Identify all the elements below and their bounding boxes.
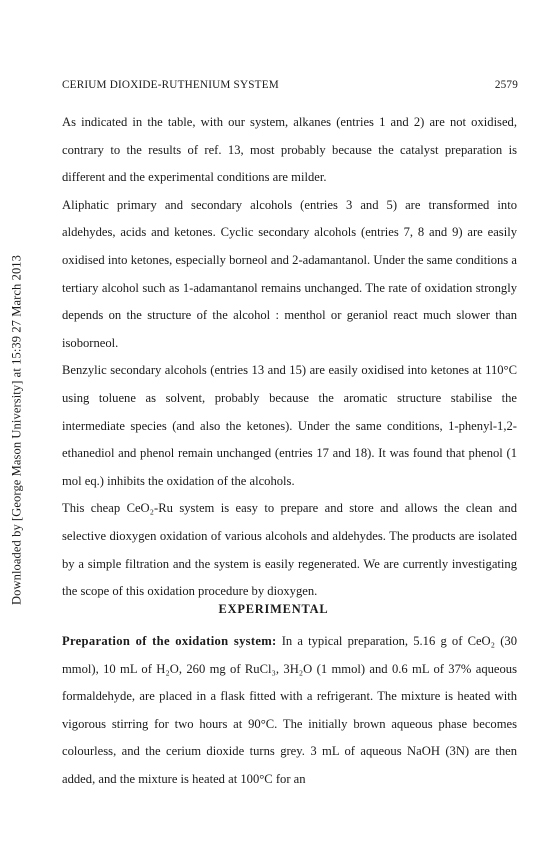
- download-watermark-text: Downloaded by [George Mason University] at 15:39 27 March 2013: [9, 255, 24, 605]
- paragraph-alkanes: As indicated in the table, with our system, alkanes (entries 1 and 2) are not oxidised, contrary to the results of ref. 13, most probably because the catalyst preparation is different and the experimental conditions are milder.: [62, 115, 517, 185]
- download-watermark: [8, 230, 26, 630]
- experimental-run-in-heading: Preparation of the oxidation system:: [62, 634, 277, 648]
- section-heading-experimental: EXPERIMENTAL: [218, 602, 329, 616]
- paragraph-aliphatic-alcohols: Aliphatic primary and secondary alcohols (entries 3 and 5) are transformed into aldehydes, acids and ketones. Cyclic secondary alcohols (entries 7, 8 and 9) are easily oxidised into ketones, especially borneol and 2-adamantanol. Under the same conditions a tertiary alcohol such as 1-adamantanol remains unchanged. The rate of oxidation strongly depends on the structure of the alcohol : menthol or geraniol react much slower than isoborneol.: [62, 197, 517, 350]
- experimental-body: In a typical preparation, 5.16 g of CeO₂ (30 mmol), 10 mL of H₂O, 260 mg of RuCl₃, 3H₂O (1 mmol) and 0.6 mL of 37% aqueous formaldehyde, are placed in a flask fitted with a refrigerant. The mixture is heated with vigorous stirring for two hours at 90°C. The initially brown aqueous phase becomes colourless, and the cerium dioxide turns grey. 3 mL of aqueous NaOH (3N) are then added, and the mixture is heated at 100°C for an: [62, 634, 517, 786]
- running-head-title: CERIUM DIOXIDE-RUTHENIUM SYSTEM: [62, 79, 279, 91]
- experimental-paragraph: [62, 628, 517, 794]
- paragraph-benzylic-alcohols: Benzylic secondary alcohols (entries 13 and 15) are easily oxidised into ketones at 110°C using toluene as solvent, probably because the aromatic structure stabilise the intermediate species (and also the ketones). Under the same conditions, 1-phenyl-1,2-ethanediol and phenol remain unchanged (entries 17 and 18). It was found that phenol (1 mol eq.) inhibits the oxidation of the alcohols.: [62, 363, 517, 488]
- body-text: [62, 109, 517, 606]
- running-head: [62, 79, 518, 91]
- page-number: 2579: [494, 79, 518, 91]
- paragraph-conclusion: This cheap CeO₂-Ru system is easy to prepare and store and allows the clean and selective dioxygen oxidation of various alcohols and aldehydes. The products are isolated by a simple filtration and the system is easily regenerated. We are currently investigating the scope of this oxidation procedure by dioxygen.: [62, 501, 517, 599]
